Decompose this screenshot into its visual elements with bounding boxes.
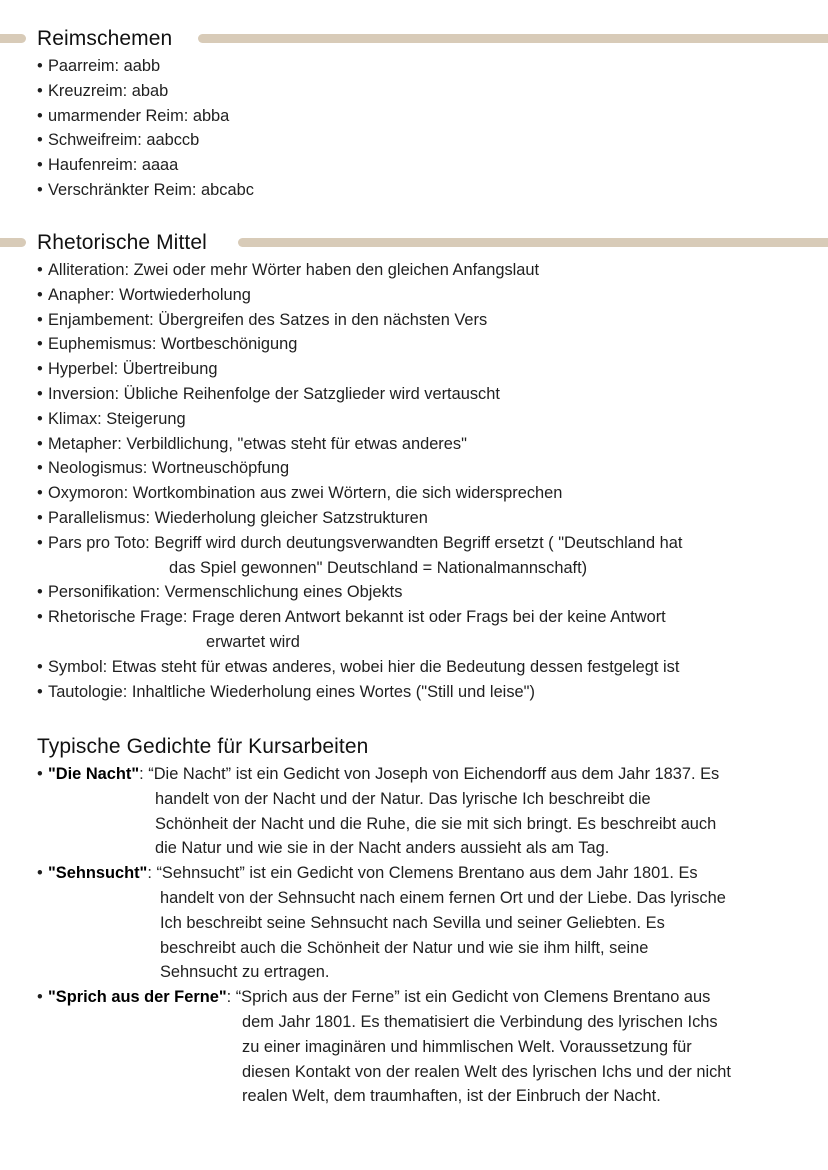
section-bar-left bbox=[0, 238, 26, 247]
bullet: • bbox=[37, 682, 43, 701]
list-item: • Verschränkter Reim: abcabc bbox=[37, 178, 254, 203]
rhetoric-list bbox=[37, 258, 682, 704]
section-title: Rhetorische Mittel bbox=[37, 231, 207, 254]
section-bar-right bbox=[238, 238, 828, 247]
list-item: • Personifikation: Vermenschlichung eines Objekts bbox=[37, 580, 682, 605]
list-item: • Klimax: Steigerung bbox=[37, 407, 682, 432]
list-item: • Oxymoron: Wortkombination aus zwei Wörtern, die sich widersprechen bbox=[37, 481, 682, 506]
bullet: • bbox=[37, 409, 43, 428]
section-bar-left bbox=[0, 34, 26, 43]
poem-item-die-nacht: • "Die Nacht": “Die Nacht” ist ein Gedicht von Joseph von Eichendorff aus dem Jahr 1837. Es handelt von der Nacht und der Natur. Das lyrische Ich beschreibt die Schönheit der Nacht und die Ruhe, die sie mit sich bringt. Es beschreibt auch die Natur und wie sie in der Nacht anders aussieht als am Tag. bbox=[37, 762, 731, 861]
bullet: • bbox=[37, 657, 43, 676]
rhyme-list bbox=[37, 54, 254, 203]
list-item: • Alliteration: Zwei oder mehr Wörter haben den gleichen Anfangslaut bbox=[37, 258, 682, 283]
section-title: Reimschemen bbox=[37, 27, 173, 50]
list-item: • Enjambement: Übergreifen des Satzes in den nächsten Vers bbox=[37, 308, 682, 333]
bullet: • bbox=[37, 57, 43, 75]
bullet: • bbox=[37, 988, 43, 1007]
list-item: • Metapher: Verbildlichung, "etwas steht für etwas anderes" bbox=[37, 432, 682, 457]
bullet: • bbox=[37, 864, 43, 883]
list-item: • Neologismus: Wortneuschöpfung bbox=[37, 456, 682, 481]
poem-title: "Sehnsucht" bbox=[48, 864, 148, 883]
poem-item-sprich-aus-der-ferne: • "Sprich aus der Ferne": “Sprich aus der Ferne” ist ein Gedicht von Clemens Brentano aus dem Jahr 1801. Es thematisiert die Verbindung des lyrischen Ichs zu einer imaginären und himmlischen Welt. Voraussetzung für diesen Kontakt von der realen Welt des lyrischen Ichs und der nicht realen Welt, dem traumhaften, ist der Einbruch der Nacht. bbox=[37, 985, 731, 1109]
bullet: • bbox=[37, 434, 43, 453]
list-item-pars-pro-toto: • Pars pro Toto: Begriff wird durch deutungsverwandten Begriff ersetzt ( "Deutschland hat das Spiel gewonnen" Deutschland = Nationalmannschaft) bbox=[37, 531, 682, 581]
bullet: • bbox=[37, 459, 43, 478]
bullet: • bbox=[37, 81, 43, 100]
list-item: • umarmender Reim: abba bbox=[37, 104, 254, 129]
bullet: • bbox=[37, 765, 43, 783]
bullet: • bbox=[37, 533, 43, 552]
list-item: • Parallelismus: Wiederholung gleicher Satzstrukturen bbox=[37, 506, 682, 531]
list-item-rhetorische-frage: • Rhetorische Frage: Frage deren Antwort bekannt ist oder Frags bei der keine Antwort erwartet wird bbox=[37, 605, 682, 655]
poem-title: "Sprich aus der Ferne" bbox=[48, 988, 227, 1007]
bullet: • bbox=[37, 335, 43, 354]
list-item: • Kreuzreim: abab bbox=[37, 79, 254, 104]
list-item: • Schweifreim: aabccb bbox=[37, 128, 254, 153]
poem-title: "Die Nacht" bbox=[48, 765, 140, 783]
bullet: • bbox=[37, 261, 43, 279]
bullet: • bbox=[37, 484, 43, 503]
list-item: • Haufenreim: aaaa bbox=[37, 153, 254, 178]
list-item: • Paarreim: aabb bbox=[37, 54, 254, 79]
bullet: • bbox=[37, 608, 43, 627]
list-item: • Symbol: Etwas steht für etwas anderes, wobei hier die Bedeutung dessen festgelegt ist bbox=[37, 655, 682, 680]
list-item: • Anapher: Wortwiederholung bbox=[37, 283, 682, 308]
bullet: • bbox=[37, 285, 43, 304]
list-item: • Tautologie: Inhaltliche Wiederholung eines Wortes ("Still und leise") bbox=[37, 680, 682, 705]
bullet: • bbox=[37, 106, 43, 125]
bullet: • bbox=[37, 508, 43, 527]
list-item: • Inversion: Übliche Reihenfolge der Satzglieder wird vertauscht bbox=[37, 382, 682, 407]
list-item: • Hyperbel: Übertreibung bbox=[37, 357, 682, 382]
bullet: • bbox=[37, 310, 43, 329]
bullet: • bbox=[37, 384, 43, 403]
bullet: • bbox=[37, 180, 43, 199]
poem-item-sehnsucht: • "Sehnsucht": “Sehnsucht” ist ein Gedicht von Clemens Brentano aus dem Jahr 1801. Es handelt von der Sehnsucht nach einem fernen Ort und der Liebe. Das lyrische Ich beschreibt seine Sehnsucht nach Sevilla und seiner Geliebten. Es beschreibt auch die Schönheit der Natur und wie sie ihm hilft, seine Sehnsucht zu ertragen. bbox=[37, 861, 731, 985]
poem-list bbox=[37, 762, 731, 1109]
bullet: • bbox=[37, 583, 43, 602]
list-item: • Euphemismus: Wortbeschönigung bbox=[37, 332, 682, 357]
section-bar-right bbox=[198, 34, 828, 43]
section-title: Typische Gedichte für Kursarbeiten bbox=[37, 735, 369, 758]
bullet: • bbox=[37, 156, 43, 175]
bullet: • bbox=[37, 131, 43, 150]
bullet: • bbox=[37, 360, 43, 379]
